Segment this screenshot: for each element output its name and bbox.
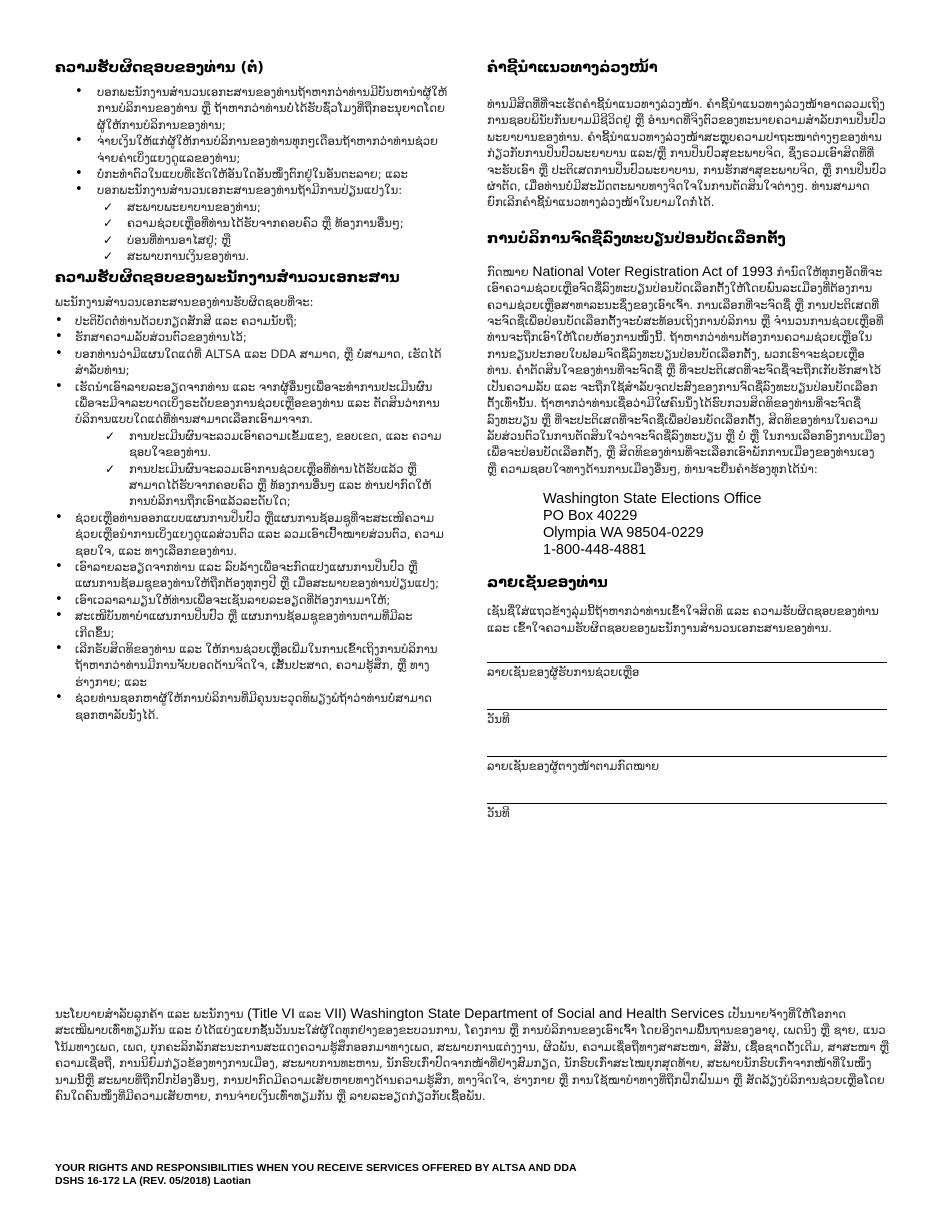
check-item: ✓ ຄວາມຊ່ວຍເຫຼືອທີ່ທ່ານໄດ້ຮັບຈາກຄອບຄົວ ຫຼື ທ້ອງການອື່ນໆ;: [101, 215, 450, 231]
elections-office-address: [543, 491, 887, 559]
form-title: YOUR RIGHTS AND RESPONSIBILITIES WHEN YOU RECEIVE SERVICES OFFERED BY ALTSA AND DDA: [55, 1162, 577, 1174]
case-manager-list-b: [55, 510, 450, 723]
act-name: National Voter Registration Act of 1993: [532, 262, 773, 279]
case-manager-list-a: [55, 313, 450, 428]
list-item: • ປະຕິບັດຕໍ່ທ່ານດ້ວຍກຽດສັກສີ ແລະ ຄວາມນັບຖື;: [55, 313, 450, 329]
footer-department: VII) Washington State Department of Social and Health Services: [324, 1005, 725, 1021]
right-column: [487, 58, 887, 820]
list-item: • ບອກທ່ານວ່າມີແຜນໃດແດ່ທີ່ ALTSA ແລະ DDA ສາມາດ, ຫຼື ບໍ່ສາມາດ, ເຮັດໄດ້ສຳລັບທ່ານ;: [55, 346, 450, 379]
footer-pre: ນະໂຍບາຍສຳລັບລູກຄ້າ ແລະ ພະນັກງານ: [55, 1007, 244, 1021]
elections-office-city: Olympia WA 98504-0229: [543, 525, 704, 542]
list-item: • ເຮັດນຳເອົາລາຍລະອຽດຈາກທ່ານ ແລະ ຈາກຜູ້ອື່ນໆເພື່ອຈະທຳການປະເມີນຜົນເພື່ອຈະມີຈາລະບາດເບິ່ງຣະດັບຂອງການຊ່ວຍເຫຼືອຂອງທ່ານ ແລະ ຕັດສິນວ່າການບໍລິການແບບໃດແດ່ທີ່ທ່ານສາມາດເລືອກເອົາມາຈາກ.: [55, 379, 450, 428]
list-item: • ເອົາລາຍລະອຽດຈາກທ່ານ ແລະ ລົບລ້າງເພື່ອຈະກົດແປງແຜນການປິ່ນປົວ ຫຼື ແຜນການຊ້ອມຊູຂອງທ່ານໃຫ້ຖືກຕ້ອງທຸກໆປີ ຫຼື ເມື່ອສະພາບຂອງທ່ານປ່ຽນແປງ;: [55, 559, 450, 592]
list-item: • ຊ່ວຍທ່ານຊອກຫາຜູ້ໃຫ້ການບໍລິການທີ່ມີຄຸນນະວຸດທິພຽງພໍຖ້າວ່າທ່ານບໍ່ສາມາດຊອກຫາລັບນັ່ງໄດ້.: [55, 690, 450, 723]
list-item: • ຈ່າຍເງິນໃຫ້ແກ່ຜູ້ໃຫ້ການບໍລິການຂອງທ່ານທຸກໆເດືອນຖ້າຫາກວ່າທ່ານຊ່ວຍຈ່າຍຄ່າເບິ່ງແຍງດູແລຂອງທ່ານ;: [55, 133, 450, 166]
case-manager-intro: ພະນັກງານສຳນວນເອກະສານຂອງທ່ານຮັບຜິດຊອບທີ່ຈະ:: [55, 295, 314, 310]
list-item: • ສະເໜີບັນທາບຳແຜນການປິ່ນປົວ ຫຼື ແຜນການຊ້ອມຊູຂອງທ່ານຕາມທີ່ມີລະເກີດຂຶ້ນ;: [55, 608, 450, 641]
check-item: ✓ ການປະເມີນຜົນຈະລວມເອົາການຊ່ວຍເຫຼືອທີ່ທ່ານໄດ້ຮັບແລ້ວ ຫຼື ສາມາດໄດ້ຮັບຈາກຄອບຄົວ ຫຼື ທ້ອງການອື່ນໆ ແລະ ທ່ານປາກົດໃຫ້ການບໍລິການຖືກເອົາແລ້ວລະດັບໃດ;: [103, 461, 450, 510]
check-item: ✓ ສະພາບພະຍາບານຂອງທ່ານ;: [101, 199, 450, 215]
check-item: ✓ ບ່ອນທີ່ທ່ານອາໄສຢູ່; ຫຼື: [101, 232, 450, 248]
assessment-checklist: [55, 428, 450, 510]
nondiscrimination-statement: [55, 1005, 890, 1104]
client-signature-line[interactable]: ລາຍເຊັນຂອງຜູ້ຮັບການຊ່ວຍເຫຼືອ: [487, 662, 887, 679]
footer-and: ແລະ: [298, 1007, 322, 1021]
client-responsibilities-list: [55, 84, 450, 199]
form-title-block: [55, 1162, 577, 1188]
footer-post: ເປັນນາຍຈ້າງທີ່ໃຫ້ໂອກາດສະເໝີພາບເທົ່າທຽມກັນ ແລະ ບໍ່ໄດ້ແບ່ງແຍກຊັ້ນວັນນະໃສ່ຜູ້ໃດທຸກຢ່າງຂອງຂະບວນການ, ໂຄງການ ຫຼື ການບໍລິການຂອງເອົາເຈົ້າ ໂດຍອີງຕາມພື້ນຖານຂອງອາຍຸ, ເພດນິງ ຫຼື ຊາຍ, ແນວໂນ້ມທາງເພດ, ເພດ, ບຸກຄະລິກລັກສະນະການສະແດງຄວາມຮູ້ສຶກອອກມາທາງເພດ, ສະພາບການແຕ່ງງານ, ຜິວພັນ, ຄວາມເຊື່ອຖືທາງສາສະໜາ, ສີສັນ, ເຊື້ອຊາດດັ້ງເດີມ, ສາສະໜາ ຫຼື ຄວາມເຊື່ອຖື, ການນິຍົມກ່ຽວຂ້ອງທາງການເມືອງ, ສະພາບການທະຫານ, ນັກຮົບເກົ່າປົດຈາກໜ້າທີ່ຢ່າງສົມກຽດ, ນັກຮົບເກົ່າສະໄໝຍຸກສຸດທ້າຍ, ສະພາບນັກຮົບເກົ່າຈາກໜ້າທີ່ໃນໜຶ່ງນາມນີ້ຫຼື ສະພາບທີ່ຖືກປົກປ້ອງອື່ນໆ, ການປາກົດມີຄວາມເສັຍຫາຍທາງດ້ານຄວາມຮູ້ສຶກ, ທາງຈິດໃຈ, ຮ່າງກາຍ ຫຼື ການໃຊ້ໝາບຳທາງທີ່ຖືກຝຶກຝົນມາ ຫຼື ສັດລ້ຽງບໍລິການຊ່ວຍເຫຼືອໂດຍຄົນໃດຄົນໜຶ່ງທີ່ມີຄວາມເສັຍຫາຍ, ການຈ່າຍເງິນເທົ່າທຽມກັນ ຫຼື ລາຍລະອຽດກ່ຽວກັບເຊື້ອພັນ.: [55, 1007, 889, 1104]
list-item: • ຊ່ວຍເຫຼືອທ່ານອອກແບບແຜນການປິ່ນປົວ ຫຼືແຜນການຊ້ອມຊູທີ່ຈະສະເໜີຄວາມຊ່ວຍເຫຼືອນຳການເບິ່ງແຍງດູແລສ່ວນຕົວ ແລະ ລວມເອົາເປົ້າໝາຍສ່ວນຕົວ, ຄວາມຊອບໃຈ, ແລະ ທາງເລືອກຂອງທ່ານ.: [55, 510, 450, 559]
elections-office-name: Washington State Elections Office: [543, 491, 762, 508]
signature-instructions: ເຊັນຊື່ໃສ່ແຖວຂ້າງລຸ່ມນີ້ຖ້າຫາກວ່າທ່ານເຂົ້າໃຈສິດທິ ແລະ ຄວາມຮັບຜິດຊອບຂອງທ່ານ ແລະ ເຂົ້າໃຈຄວາມຮັບຜິດຊອບຂອງພະນັກງານສຳນວນເອກະສານຂອງທ່ານ.: [487, 604, 879, 635]
client-date-line[interactable]: ວັນທີ: [487, 709, 887, 726]
client-responsibilities-continued-heading: ຄວາມຮັບຜິດຊອບຂອງທ່ານ (ຕໍ່): [55, 60, 264, 76]
check-item: ✓ ການປະເມີນຜົນຈະລວມເອົາຄວາມເຂັ້ມແຂງ, ຂອບເຂດ, ແລະ ຄວາມຊອບໃຈຂອງທ່ານ.: [103, 428, 450, 461]
elections-office-po-box: PO Box 40229: [543, 508, 638, 525]
footer-title-vi: (Title VI: [247, 1005, 295, 1021]
case-manager-responsibilities-heading: ຄວາມຮັບຜິດຊອບຂອງພະນັກງານສຳນວນເອກະສານ: [55, 270, 400, 287]
check-item: ✓ ສະພາບການເງິນຂອງທ່ານ.: [101, 248, 450, 264]
elections-office-phone: 1-800-448-4881: [543, 542, 647, 559]
voter-registration-heading: ການບໍລິການຈົດຊື່ລົງທະບຽນປ່ອນບັດເລືອກຕັ້ງ: [487, 230, 786, 247]
list-item: • ບອກພະນັກງານສຳນວນເອກະສານຂອງທ່ານຖ້າຫາກວ່າທ່ານມີບັນຫານຳຜູ້ໃຫ້ການບໍລິການຂອງທ່ານ ຫຼື ຖ້າຫາກວ່າທ່ານບໍ່ໄດ້ຮັບຊົ່ວໂມງທີ່ຖືກອະນຸຍາດໂດຍຜູ້ໃຫ້ການບໍລິການຂອງທ່ານ;: [55, 84, 450, 133]
form-number: DSHS 16-172 LA (REV. 05/2018) Laotian: [55, 1175, 251, 1187]
voter-registration-text: ກຳນົດໃຫ້ທຸກໆອັດທີ່ຈະເອົາຄວາມຊ່ວຍເຫຼືອຈົດຊື່ລົງທະບຽນປ່ອນບັດເລືອກຕັ້ງໃຫ້ໂດຍພົນລະເມືອງທີ່ຕ້ອງການຄວາມຊ່ວຍເຫຼືອສາທາລະນະຊຶ່ງຂອງເອົາເຈົ້າ. ການເລືອກທີ່ຈະຈົດຊື່ ຫຼື ການປະຕິເສດທີ່ຈະຈົດຊື່ເພື່ອປ່ອນບັດເລືອກຕັ້ງຈະບໍ່ສະທ້ອນເຖິງການບໍລິການ ຫຼື ຈຳນວນການຊ່ວຍເຫຼືອທີ່ທ່ານຈະຖືກເອົາໃຫ້ໂດຍຫ້ອງການໜຶ່ງນີ້. ຖ້າຫາກວ່າທ່ານຕ້ອງການຄວາມຊ່ວຍເຫຼືອໃນການຂຽນປະກອບໃບຟອມຈົດຊື່ລົງທະບຽນປ່ອນບັດເລືອກຕັ້ງ, ພວກເຮົາຈະຊ່ວຍເຫຼືອທ່ານ. ຄຳຕັດສິນໃຈຂອງທ່ານທີ່ຈະຈົດຊື່ ຫຼື ທີ່ຈະປະຕິເສດທີ່ຈະຈົດຊື່ຈະຖືກເກັບຮັກສາໄວ້ເປັນຄວາມລັບ ແລະ ຈະຖືກໃຊ້ສຳລັບຈຸດປະສົງຂອງການຈົດຊື່ລົງທະບຽນປ່ອນບັດເລືອກຕັ້ງເທົ່ານັ້ນ. ຖ້າຫາກວ່າທ່ານເຊື່ອວ່າມີໃຜຄົນນຶ່ງໄດ້ຮົບກວນສິດທິຂອງທ່ານທີ່ຈະຈົດຊື່ລົງທະບຽນ ຫຼື ທີ່ຈະປະຕິເສດທີ່ຈະຈົດຊື່ເພື່ອປ່ອນບັດເລືອກຕັ້ງ, ສິດທິຂອງທ່ານໃນຄວາມລັບສ່ວນຕົວໃນການຕັດສິນໃຈວ່າຈະຈົດຊື່ລົງທະບຽນ ຫຼື ບໍ່ ຫຼື ໃນການເລືອກອົງການເມືອງເພື່ອຈະປ່ອນບັດເລືອກຕັ້ງ, ຫຼື ສິດທິຂອງທ່ານທີ່ຈະເລືອກເອົາພັກການເມືອງຂອງທ່ານເອງ ຫຼື ຄວາມຊອບໃຈທາງດ້ານການເມືອງອື່ນໆ, ທ່ານຈະຍື່ນຄຳຮ້ອງທຸກໄດ້ນຳ:: [487, 264, 886, 476]
change-checklist: [55, 199, 450, 265]
signature-heading: ລາຍເຊັນຂອງທ່ານ: [487, 575, 608, 592]
list-item: • ບອກພະນັກງານສຳນວນເອກະສານຂອງທ່ານຖ້າມີການປ່ຽນແປງໃນ:: [55, 182, 450, 198]
list-item: • ຮັກສາຄວາມລັບສ່ວນຕົວຂອງທ່ານໄວ້;: [55, 329, 450, 345]
representative-signature-line[interactable]: ລາຍເຊັນຂອງຜູ້ຕາງໜ້າຕາມກົດໝາຍ: [487, 756, 887, 773]
list-item: • ເອົາເວລາລາມຽນໃຫ້ທ່ານເພື່ອຈະເຊັນລາຍລະອຽດທີ່ຕ້ອງການມາໃຫ້;: [55, 592, 450, 608]
act-prefix: ກົດໝາຍ: [487, 264, 529, 279]
representative-date-line[interactable]: ວັນທີ: [487, 803, 887, 820]
left-column: [55, 58, 450, 723]
list-item: • ບໍ່ກະທຳຕົວໃນແບບທີ່ເຮັດໃຫ້ອັນໃດອັນໜຶ່ງຕົກຢູ່ໃນອັນຕະລາຍ; ແລະ: [55, 166, 450, 182]
advance-directives-heading: ຄຳຊີ້ນຳແນວທາງລ່ວງໜ້າ: [487, 60, 658, 76]
list-item: • ເລີກຣັບສິດທິຂອງທ່ານ ແລະ ໃຫ້ການຊ່ວຍເຫຼືອເພີ່ມໃນການເຂົ້າເຖິງການບໍລິການຖ້າຫາກວ່າທ່ານມີການຈັບບອດດ້ານຈິດໃຈ, ເສັ້ນປະສາດ, ຄວາມຮູ້ສຶກ, ຫຼື ທາງຮ່າງກາຍ; ແລະ: [55, 641, 450, 690]
voter-registration-body: [487, 263, 887, 477]
advance-directives-body: ທ່ານມີສິດທີ່ທີ່ຈະເຮັດຄຳຊີ້ນຳແນວທາງລ່ວງໜ້າ. ຄຳຊີ້ນຳແນວທາງລ່ວງໜ້າອາດລວມເຖິງການຊອບພິນັບກັນຍາມມີຊີວິດຢູ່ ຫຼື ອຳນາດທີ່ຈິງຕົວຂອງທະນາຍຄວາມສຳລັບການປິ່ນປົວພະຍາບານຂອງທ່ານ. ຄຳຊີ້ນຳແນວທາງລ່ວງໜ້າສະຫຼຸບຄວາມປາຖະໜາຕ່າງໆຂອງທ່ານກ່ຽວກັບການປິ່ນປົວພະຍາບານ ແລະ/ຫຼື ການປິ່ນປົວສຸຂະພາບຈິດ, ຊຶ່ງຣວມເອົາສິດທີ່ທີ່ຈະຮັບເອົາ ຫຼື ປະຕິເສດການປິ່ນປົວພະຍາບານ, ການຮັກສາສຸຂະພາບຈິດ, ຫຼື ການປິ່ນປົວຜ່າຕັດ, ເມື່ອທ່ານບໍ່ມີສະມັດຕະພາບທາງຈິດໃຈໃນການຕັດສິນໃຈຕ່າງໆ. ທ່ານສາມາດຍົກເລີກຄຳຊີ້ນຳແນວທາງລ່ວງໜ້າໃນຍາມໃດກໍ່ໄດ້.: [487, 97, 887, 210]
